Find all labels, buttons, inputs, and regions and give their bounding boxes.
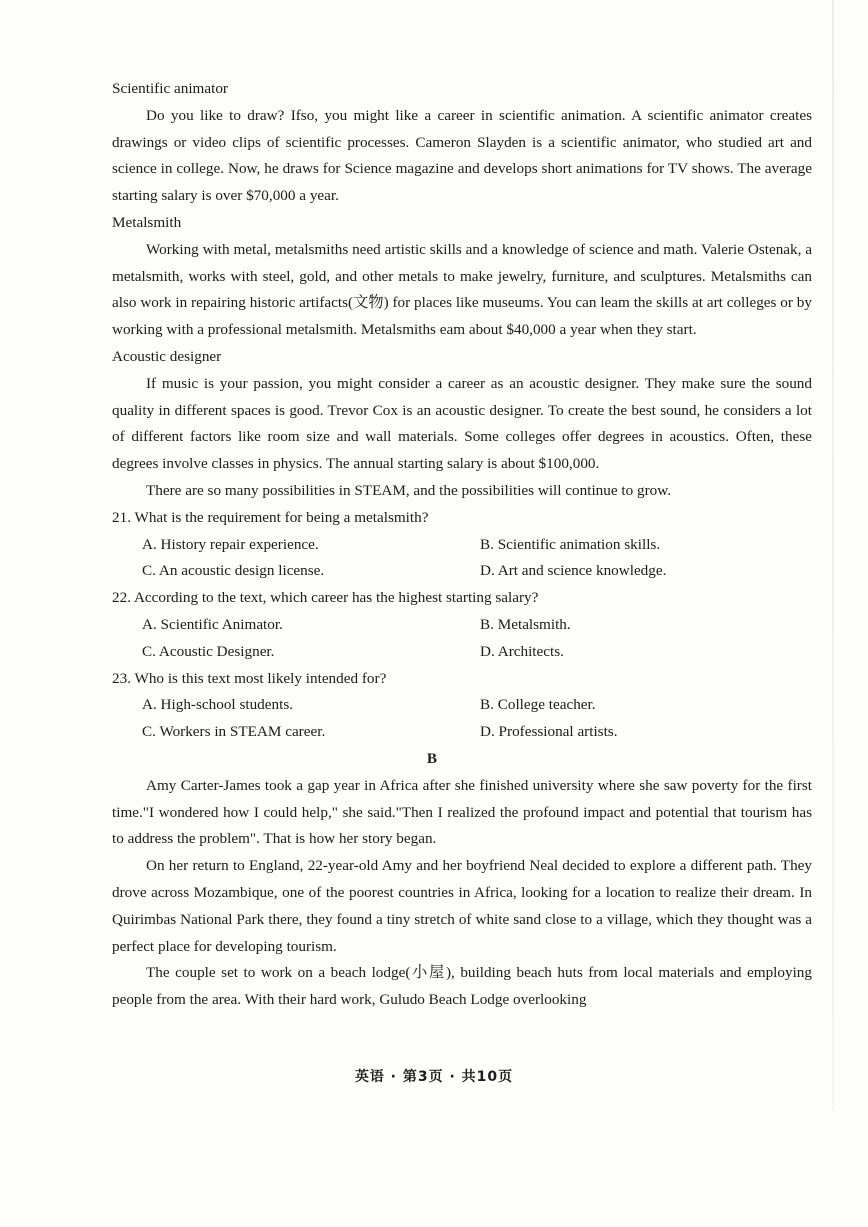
options-23: [112, 692, 812, 746]
page-content: [112, 76, 812, 1014]
paragraph-scientific-animator: Do you like to draw? Ifso, you might like a career in scientific animation. A scientific animator creates drawings or video clips of scientific processes. Cameron Slayden is a scientific animator, who studied art and science in college. Now, he draws for Science magazine and develops short animations for TV shows. The average starting salary is over $70,000 a year.: [112, 106, 812, 205]
option-23-d: D. Professional artists.: [480, 723, 618, 741]
page-footer: 英语 · 第3页 · 共10页: [354, 1069, 514, 1085]
option-23-b: B. College teacher.: [480, 696, 596, 714]
paragraph-acoustic-designer: If music is your passion, you might consider a career as an acoustic designer. They make sure the sound quality in different spaces is good. Trevor Cox is an acoustic designer. To create the best sound, he considers a lot of different factors like room size and wall materials. Some colleges offer degrees in acoustics. Often, these degrees involve classes in physics. The annual starting salary is about $100,000.: [112, 374, 812, 473]
options-21: [112, 532, 812, 586]
option-22-b: B. Metalsmith.: [480, 615, 571, 633]
scan-edge: [832, 0, 834, 1110]
option-22-a: A. Scientific Animator.: [142, 615, 283, 633]
question-21: 21. What is the requirement for being a metalsmith?: [112, 508, 429, 526]
section-letter-b: B: [426, 749, 438, 767]
heading-scientific-animator: Scientific animator: [112, 80, 228, 97]
option-21-a: A. History repair experience.: [142, 535, 319, 553]
passage-b-paragraph-2: On her return to England, 22-year-old Amy and her boyfriend Neal decided to explore a different path. They drove across Mozambique, one of the poorest countries in Africa, looking for a location to realize their dream. In Quirimbas National Park there, they found a tiny stretch of white sand close to a village, which they thought was a perfect place for developing tourism.: [112, 857, 812, 955]
paragraph-closing: There are so many possibilities in STEAM, and the possibilities will continue to grow.: [146, 481, 672, 499]
question-23: 23. Who is this text most likely intended for?: [112, 669, 387, 687]
option-23-a: A. High-school students.: [142, 696, 294, 714]
question-22: 22. According to the text, which career has the highest starting salary?: [112, 589, 539, 607]
heading-acoustic-designer: Acoustic designer: [112, 347, 222, 365]
option-21-c: C. An acoustic design license.: [142, 562, 325, 580]
option-21-b: B. Scientific animation skills.: [480, 535, 661, 553]
passage-b-paragraph-1: Amy Carter-James took a gap year in Africa after she finished university where she saw poverty for the first time."I wondered how I could help," she said."Then I realized the profound impact and potential that tourism has to address the problem". That is how her story began.: [112, 776, 812, 848]
option-22-c: C. Acoustic Designer.: [142, 642, 275, 660]
options-22: [112, 612, 812, 666]
heading-metalsmith: Metalsmith: [112, 213, 182, 231]
paragraph-metalsmith: Working with metal, metalsmiths need artistic skills and a knowledge of science and math. Valerie Ostenak, a metalsmith, works with steel, gold, and other metals to make jewelry, furniture, and sculptures. Metalsmiths can also work in repairing historic artifacts(文物) for places like museums. You can leam the skills at art colleges or by working with a professional metalsmith. Metalsmiths eam about $40,000 a year when they start.: [112, 240, 812, 339]
option-21-d: D. Art and science knowledge.: [480, 562, 667, 580]
passage-b-paragraph-3: The couple set to work on a beach lodge(小屋), building beach huts from local materials and employing people from the area. With their hard work, Guludo Beach Lodge overlooking: [112, 964, 812, 1009]
option-22-d: D. Architects.: [480, 642, 564, 660]
option-23-c: C. Workers in STEAM career.: [142, 723, 326, 741]
